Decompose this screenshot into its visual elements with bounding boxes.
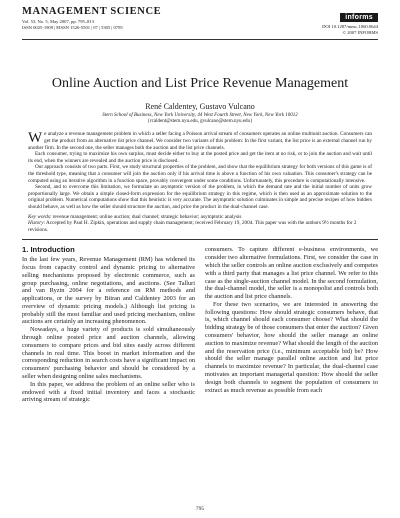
informs-logo: informs: [340, 13, 378, 22]
abstract-text: e analyze a revenue management problem in which a seller facing a Poisson arrival stream of consumers operates an online multiunit auction. Consumers can get the product from an alternative list price channel. We consider two variants of this problem: In the first variant, the list price is an external channel run by another firm. In the second one, the seller manages both the auction and the list price channels.: [28, 131, 372, 151]
paper-title: Online Auction and List Price Revenue Management: [51, 76, 349, 91]
drop-cap: W: [28, 130, 43, 147]
journal-name: MANAGEMENT SCIENCE: [22, 6, 162, 17]
masthead-right: [322, 6, 378, 36]
copyright-line: © 2007 INFORMS: [342, 30, 378, 35]
paper-authors: René Caldentey, Gustavo Vulcano: [145, 102, 255, 111]
history-text: : Accepted by Paul H. Zipkin, operations and supply chain management; received February 19, 2004. This paper was with the authors 9½ months for 2 revisions.: [28, 220, 357, 233]
masthead-left: [22, 6, 161, 31]
body-paragraph: consumers. To capture different e-business environments, we consider two alternative formulations. First, we consider the case in which the seller controls an online auction exclusively and competes with a third party that manages a list price channel. We refer to this case as the single-auction channel model. In the second formulation, the dual-channel model, the seller is a monopolist and controls both the auction and list price channels.: [205, 246, 378, 301]
abstract: [28, 131, 372, 210]
doi-line: DOI 10.1287/mnsc.1060.0644: [322, 24, 378, 29]
history: [28, 220, 372, 233]
issn-line: ISSN 0025-1909 | EISSN 1526-5501 | 07 | 5305 | 0795: [22, 25, 123, 30]
masthead-rule: [22, 39, 378, 40]
right-column: [205, 246, 378, 404]
author-emails: {rcaldent@stern.nyu.edu, gvulcano@stern.nyu.edu}: [147, 119, 253, 125]
keywords-text: : revenue management; online auction; dual channel; strategic behavior; asymptotic analysis: [49, 213, 242, 220]
body-paragraph: In this paper, we address the problem of an online seller who is endowed with a fixed initial inventory and faces a stochastic arriving stream of strategic: [22, 380, 195, 404]
left-column: [22, 246, 195, 404]
body-columns: [22, 246, 378, 404]
abstract-paragraph: Our approach consists of two parts. First, we study structural properties of the problem, and show that the equilibrium strategy for both versions of this game is of the threshold type, meaning that a consumer will join the auction only if his arrival time is above a function of his own valuation. This consumer's strategy can be computed using an iterative algorithm in a function space, provably convergent under some conditions. Unfortunately, this procedure is computationally intensive.: [28, 164, 372, 184]
page-number: 795: [195, 506, 205, 512]
body-paragraph: For these two scenarios, we are interested in answering the following questions: How should strategic consumers behave, that is, which channel should each consumer choose? What should the bidding strategy be of those consumers that enter the auction? Given consumers' behavior, how should the seller manage an online auction to maximize revenue? What should the length of the auction and the reservation price (i.e., minimum acceptable bid) be? How should the seller manage parallel online auction and list price channels to maximize revenue? In particular, the dual-channel case motivates an important managerial question: How should the seller design both channels to segment the population of consumers to extract as much revenue as possible from each: [205, 300, 378, 394]
history-label: History: [28, 220, 44, 227]
body-paragraph: In the last few years, Revenue Management (RM) has widened its focus from capacity control and dynamic pricing to alternative selling mechanisms proposed by electronic commerce, such as group purchasing, online negotiations, and auctions. (See Talluri and van Ryzin 2004 for a reference on RM methods and applications, or the survey by Bitran and Caldentey 2003 for an overview of dynamic pricing models.) Although list pricing is probably still the most familiar and used pricing mechanism, online auctions are certainly an increasing phenomenon.: [22, 256, 195, 326]
abstract-paragraph: [28, 131, 372, 151]
journal-masthead: [22, 6, 378, 36]
body-paragraph: Nowadays, a huge variety of products is sold simultaneously through online posted price and auction channels, allowing consumers to compare prices and bid sites easily across different channels in real time. This boost in market information and the corresponding reduction in search costs have a significant impact on consumers' purchasing behavior and should be considered by a seller when designing online sales mechanisms.: [22, 326, 195, 381]
abstract-paragraph: Second, and to overcome this limitation, we formulate an asymptotic version of the problem, in which the demand rate and the initial number of units grow proportionally large. We obtain a simple closed-form expression for the equilibrium strategy in this regime, which is then used as an approximate solution to the original problem. Numerical computations show that this heuristic is very accurate. The asymptotic solution culminates in simple and precise recipes of how bidders should behave, as well as how the seller should structure the auction, and price the product in the dual-channel case.: [28, 184, 372, 210]
keywords-label: Key words: [28, 213, 50, 220]
volume-line: Vol. 53, No. 5, May 2007, pp. 795–813: [22, 19, 95, 24]
abstract-paragraph: Each consumer, trying to maximize his own surplus, must decide either to buy at the posted price and get the item at no risk, or to join the auction and wait until its end, when the winners are revealed and the auction price is disclosed.: [28, 151, 372, 164]
abstract-rule: [22, 239, 378, 240]
section-heading: 1. Introduction: [22, 245, 75, 255]
author-affiliation: Stern School of Business, New York University, 44 West Fourth Street, New York, New York 10012: [102, 113, 298, 118]
